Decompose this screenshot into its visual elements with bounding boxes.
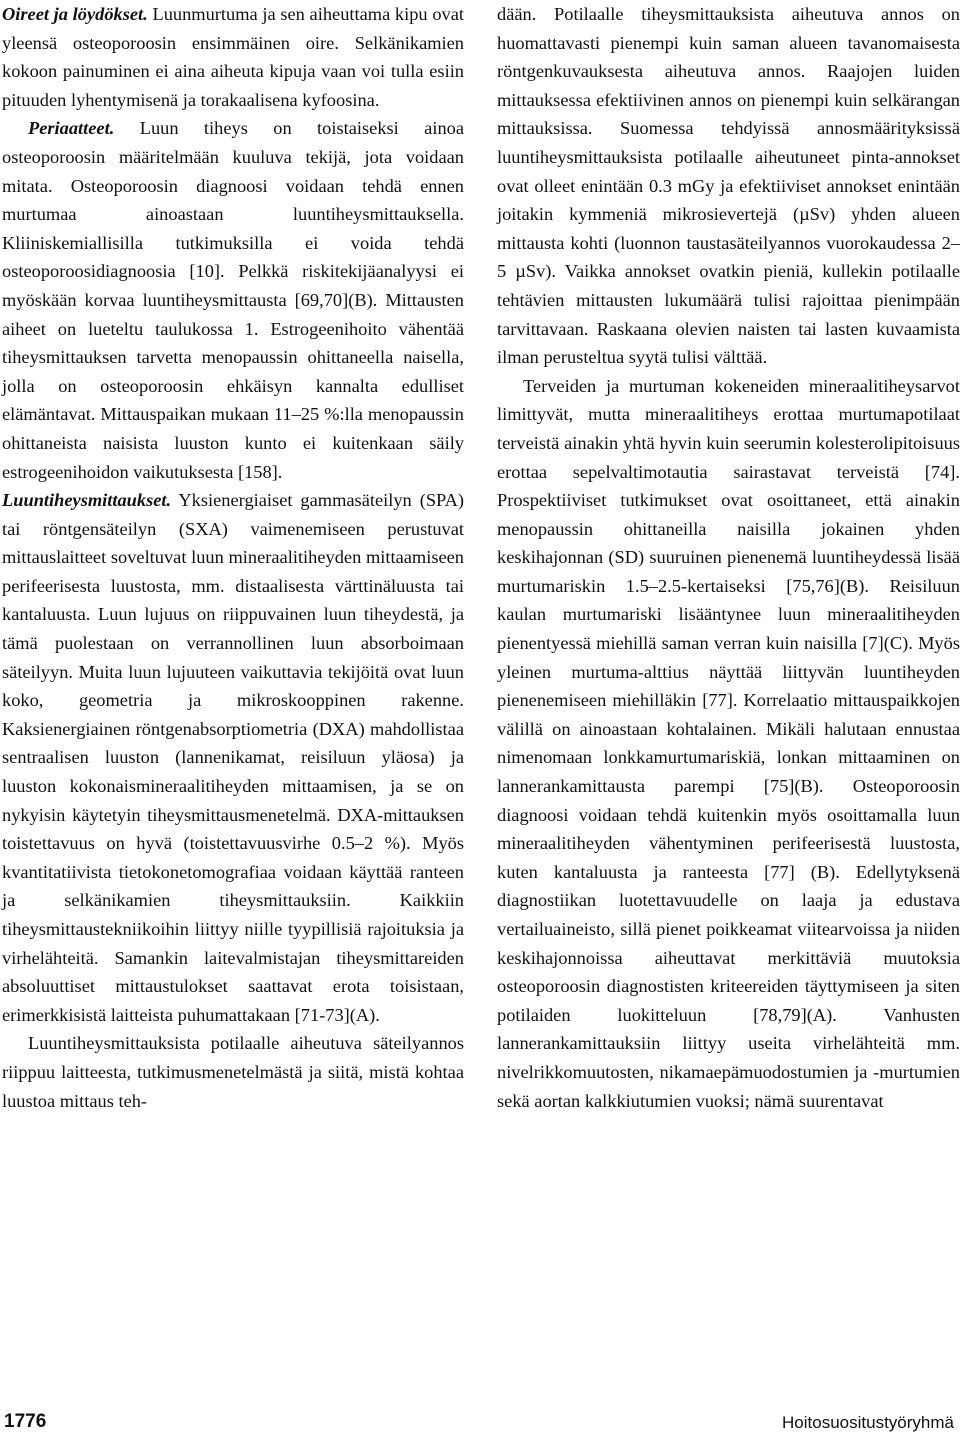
paragraph-principles <box>2 114 464 486</box>
paragraph-symptoms <box>2 0 464 114</box>
publisher-name: Hoitosuositustyöryhmä <box>782 1413 954 1432</box>
paragraph-text: Luun tiheys on toistaiseksi ainoa osteoporoosin määritelmään kuuluva tekijä, jota voidaan mitata. Osteoporoosin diagnoosi voidaan tehdä ennen murtumaa ainoastaan luuntiheysmittauksella. Kliiniskemiallisilla tutkimuksilla ei voida tehdä osteoporoosidiagnoosia [10]. Pelkkä riskitekijäanalyysi ei myöskään korvaa luuntiheysmittausta [69,70](B). Mittausten aiheet on lueteltu taulukossa 1. Estrogeenihoito vähentää tiheysmittauksen tarvetta menopaussin ohittaneella naisella, jolla on osteoporoosin ehkäisyn kannalta edulliset elämäntavat. Mittauspaikan mukaan 11–25 %:lla menopaussin ohittaneista naisista luuston kunto ei kuitenkaan säily estrogeenihoidon vaikutuksesta [158]. <box>2 118 464 482</box>
paragraph-text: Luunmurtuma ja sen aiheuttama kipu ovat yleensä osteoporoosin ensimmäinen oire. Selkänikamien kokoon painuminen ei aina aiheuta kipuja vaan voi tulla esiin pituuden lyhentymisenä ja torakaalisena kyfoosina. <box>2 4 464 110</box>
paragraph-text: Yksienergiaiset gammasäteilyn (SPA) tai röntgensäteilyn (SXA) vaimenemiseen perustuvat mittauslaitteet soveltuvat luun mineraalitiheyden mittaamiseen perifeerisesta luustosta, mm. distaalisesta värttinäluusta tai kantaluusta. Luun lujuus on riippuvainen luun tiheydestä, ja tämä puolestaan on verrannollinen luun absorboimaan säteilyyn. Muita luun lujuuteen vaikuttavia tekijöitä ovat luun koko, geometria ja mikroskooppinen rakenne. Kaksienergiainen röntgenabsorptiometria (DXA) mahdollistaa sentraalisen luuston (lannenikamat, reisiluun yläosa) ja luuston kokonaismineraalitiheyden mittaamisen, ja se on nykyisin käytetyin tiheysmittausmenetelmä. DXA-mittauksen toistettavuus on hyvä (toistettavuusvirhe 0.5–2 %). Myös kvantitatiivista tietokonetomografiaa voidaan käyttää ranteen ja selkänikamien tiheysmittauksiin. Kaikkiin tiheysmittaustekniikoihin liittyy niille tyypillisiä rajoituksia ja virhelähteitä. Samankin laitevalmistajan tiheysmittareiden absoluuttiset mittaustulokset saattavat erota toisistaan, erimerkkisistä laitteista puhumattakaan [71-73](A). <box>2 490 464 1025</box>
paragraph-bone-density <box>2 486 464 1029</box>
right-column <box>497 0 960 1115</box>
paragraph-radiation-dose: Luuntiheysmittauksista potilaalle aiheutuva säteilyannos riippuu laitteesta, tutkimusmenetelmästä ja siitä, mistä kohtaa luustoa mittaus teh- <box>2 1033 464 1111</box>
paragraph-mineral-density: Terveiden ja murtuman kokeneiden mineraalitiheysarvot limittyvät, mutta mineraalitiheys erottaa murtumapotilaat terveistä ainakin yhtä hyvin kuin seerumin kolesterolipitoisuus erottaa sepelvaltimotautia sairastavat terveistä [74]. Prospektiiviset tutkimukset ovat osoittaneet, että ainakin menopaussin ohittaneilla naisilla jokainen yhden keskihajonnan (SD) suuruinen pienenemä luuntiheydessä lisää murtumariskin 1.5–2.5-kertaiseksi [75,76](B). Reisiluun kaulan murtumariski lisääntynee luun mineraalitiheyden pienentyessä miehillä saman verran kuin naisilla [7](C). Myös yleinen murtuma-alttius näyttää liittyvän luuntiheyden pienenemiseen miehilläkin [77]. Korrelaatio mittauspaikkojen välillä on ainoastaan kohtalainen. Mikäli halutaan ennustaa nimenomaan lonkkamurtumariskiä, lonkan mittaaminen on lannerankamittausta parempi [75](B). Osteoporoosin diagnoosi voidaan tehdä kuitenkin myös osoittamalla luun mineraalitiheyden vähentyminen perifeerisestä luustosta, kuten kantaluusta ja ranteesta [77] (B). Edellytyksenä diagnostiikan luotettavuudelle on laaja ja edustava vertailuaineisto, sillä pienet poikkeamat viitearvoissa ja niiden keskihajonnoissa aiheuttavat merkittäviä muutoksia osteoporoosin diagnostisten kriteereiden täyttymiseen ja siten potilaiden luokitteluun [78,79](A). Vanhusten lannerankamittauksiin liittyy useita virhelähteitä mm. nivelrikkomuutosten, nikamaepämuodostumien ja -murtumien sekä aortan kalkkiutumien vuoksi; nämä suurentavat <box>497 375 960 1111</box>
page-number: 1776 <box>4 1411 47 1432</box>
paragraph-dose-continued: dään. Potilaalle tiheysmittauksista aiheutuva annos on huomattavasti pienempi kuin saman alueen tavanomaisesta röntgenkuvauksesta aiheutuva annos. Raajojen luiden mittauksessa efektiivinen annos on pienempi kuin selkärangan mittauksissa. Suomessa tehdyissä annosmäärityksissä luuntiheysmittauksista potilaalle aiheutuneet pinta-annokset ovat olleet enintään 0.3 mGy ja efektiiviset annokset enintään joitakin kymmeniä mikrosievertejä (µSv) yhden alueen mittausta kohti (luonnon taustasäteilyannos vuorokaudessa 2–5 µSv). Vaikka annokset ovatkin pieniä, kullekin potilaalle tehtävien mittausten lukumäärä tulisi rajoittaa pienimpään tarvittavaan. Raskaana olevien naisten tai lasten kuvaamista ilman perusteltua syytä tulisi välttää. <box>497 4 960 368</box>
section-heading-principles: Periaatteet. <box>28 118 115 139</box>
section-heading-bone-density: Luuntiheysmittaukset. <box>2 490 172 511</box>
left-column <box>2 0 464 1115</box>
section-heading-symptoms: Oireet ja löydökset. <box>2 4 148 24</box>
